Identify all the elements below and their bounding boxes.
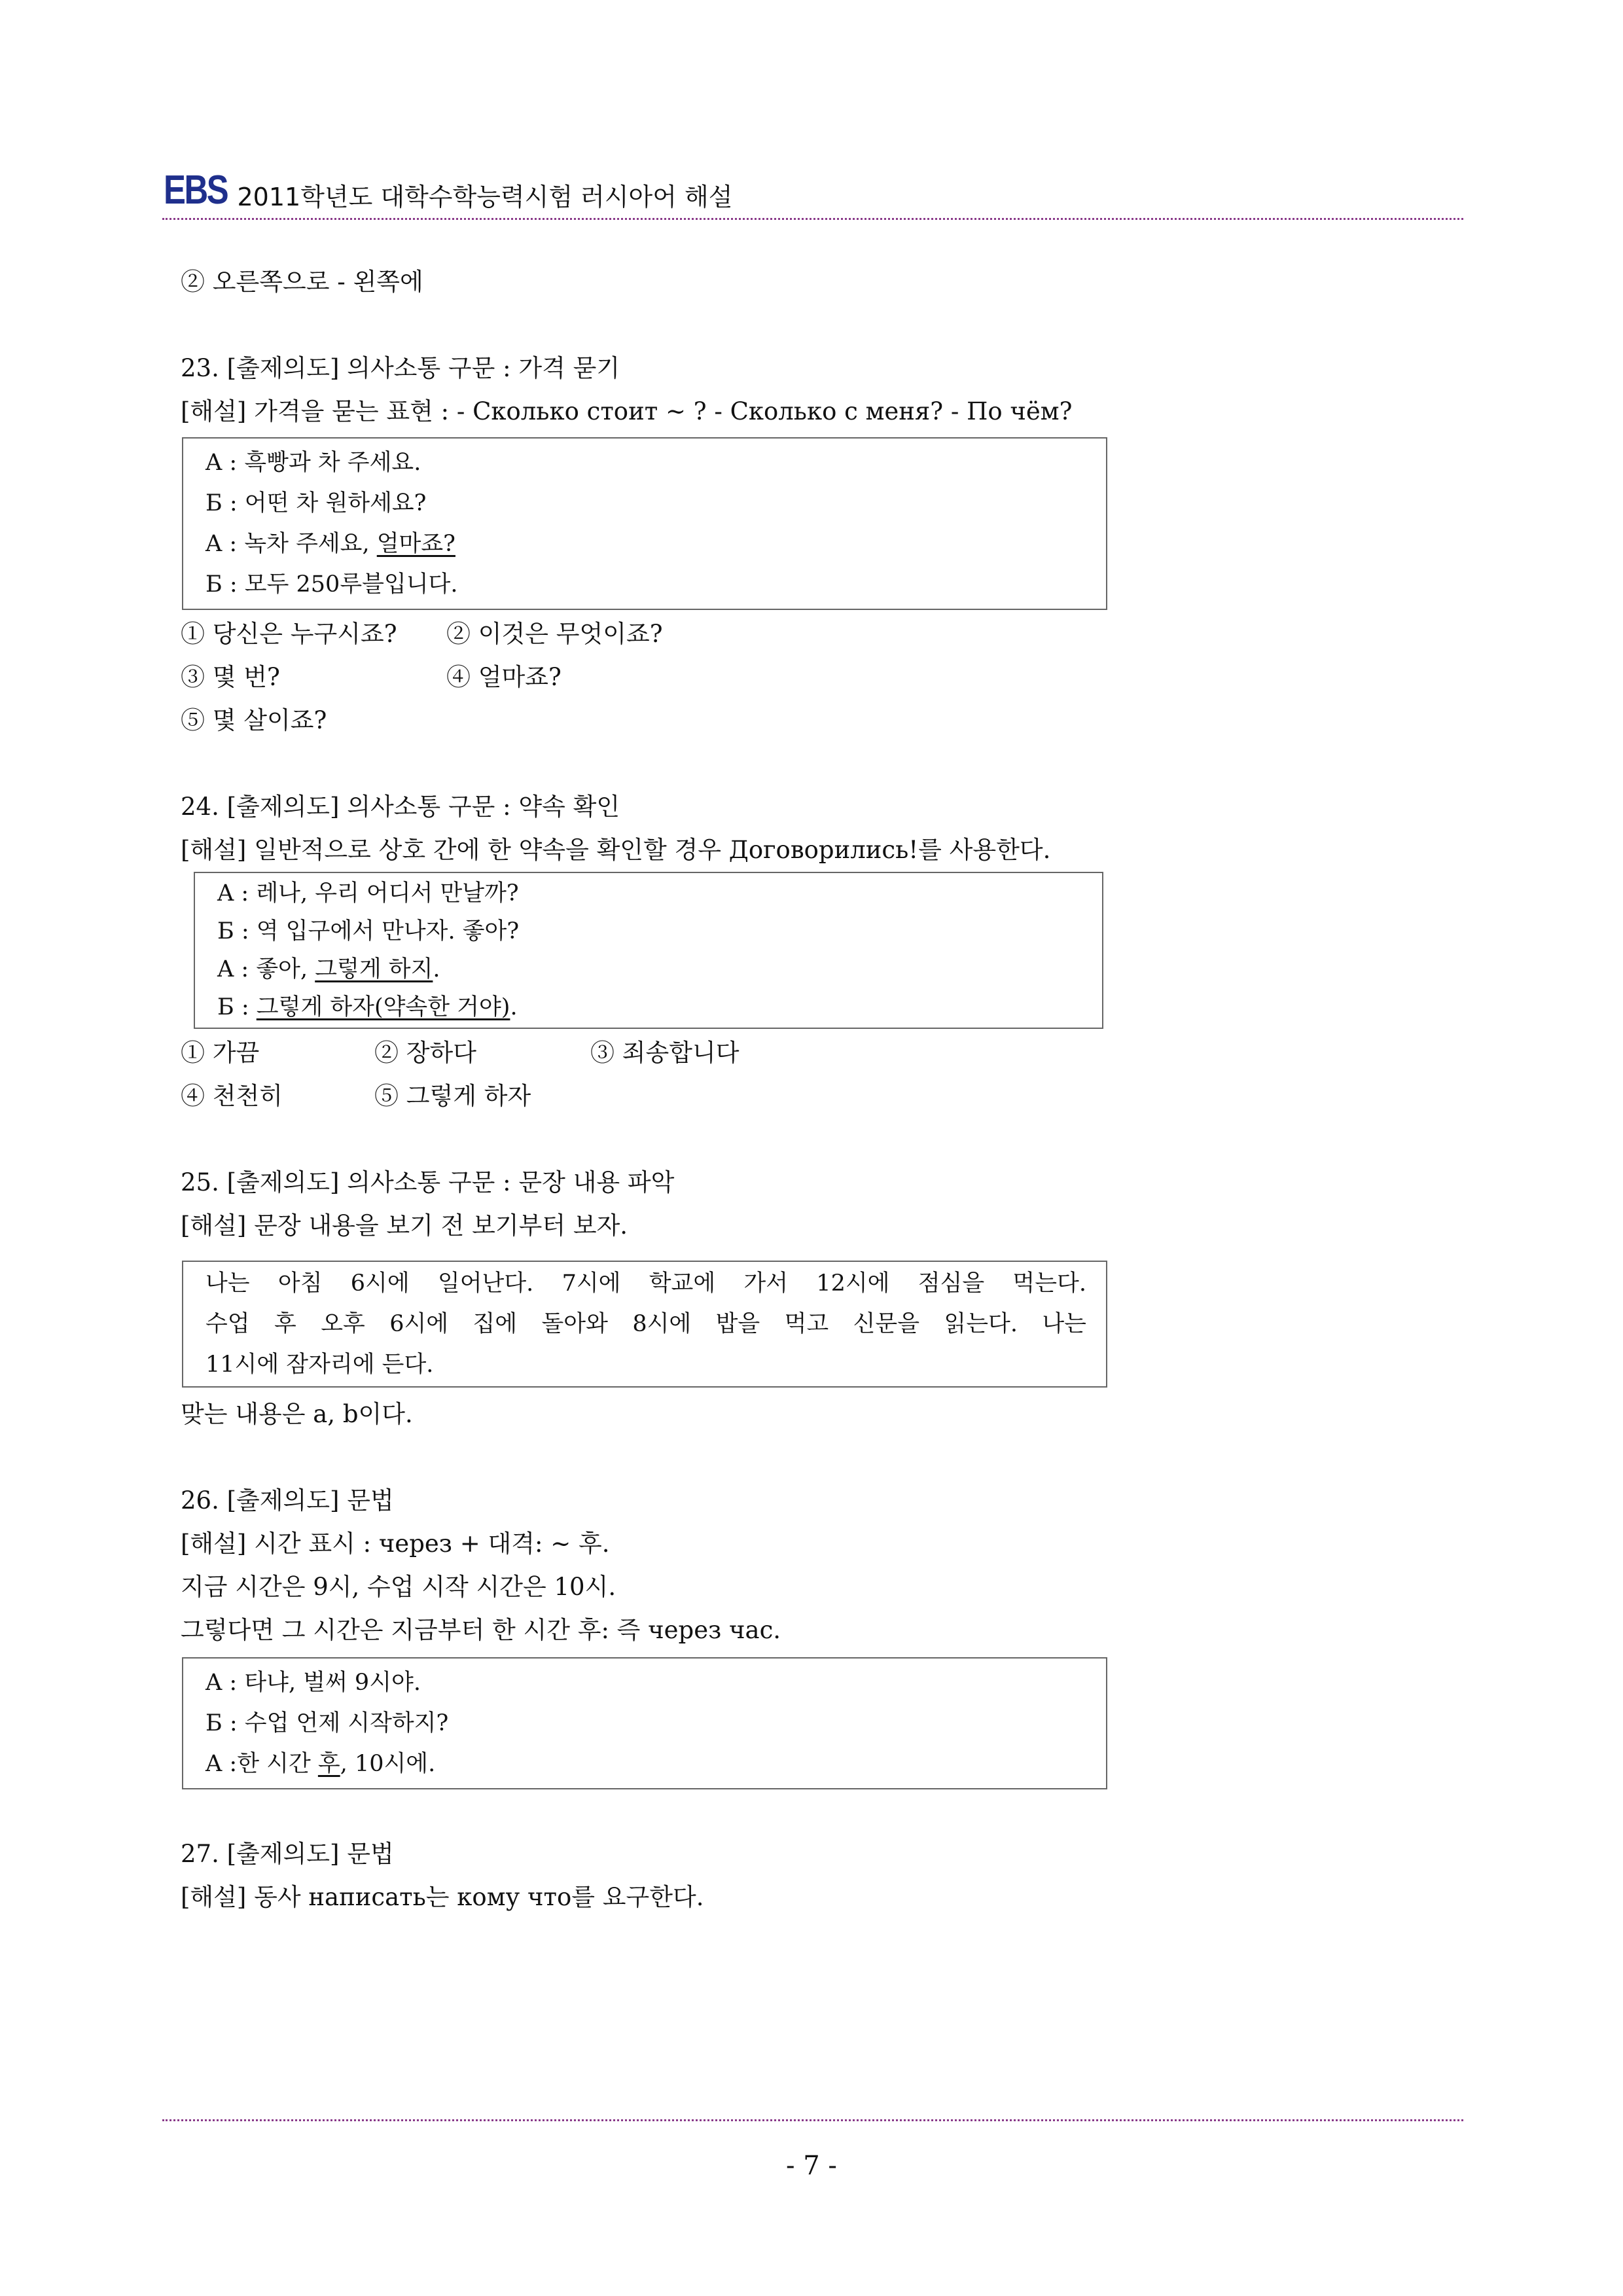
q23-heading: 23. [출제의도] 의사소통 구문 : 가격 묻기: [181, 354, 620, 382]
q23-explanation: [해설] 가격을 묻는 표현 : - Сколько стоит ~ ? - Сколько с меня? - По чём?: [181, 397, 1073, 425]
q26-explanation: 그렇다면 그 시간은 지금부터 한 시간 후: 즉 через час.: [181, 1616, 781, 1644]
underlined-answer: 그렇게 하지: [315, 956, 433, 982]
main-content: [181, 260, 1424, 1919]
dialog-line: A : 녹차 주세요, 얼마죠?: [205, 531, 455, 557]
q27-heading: 27. [출제의도] 문법: [181, 1840, 394, 1868]
q25-explanation: [해설] 문장 내용을 보기 전 보기부터 보자.: [181, 1211, 628, 1240]
passage-line: 나는 아침 6시에 일어난다. 7시에 학교에 가서 12시에 점심을 먹는다.: [205, 1270, 1086, 1297]
dialog-line: A : 레나, 우리 어디서 만날까?: [217, 880, 519, 906]
dialog-line: Б : 그렇게 하자(약속한 거야).: [217, 994, 518, 1020]
q26-heading: 26. [출제의도] 문법: [181, 1486, 394, 1515]
footer-divider: [162, 2119, 1463, 2121]
ebs-logo: EBS: [164, 168, 228, 213]
option: ③ 죄송합니다: [590, 1039, 740, 1067]
q27-explanation: [해설] 동사 написать는 кому что를 요구한다.: [181, 1883, 704, 1911]
question-26: [181, 1479, 1424, 1789]
underlined-answer: 그렇게 하자(약속한 거야): [256, 994, 510, 1020]
passage-line: 11시에 잠자리에 든다.: [205, 1352, 434, 1378]
header-divider: [162, 218, 1463, 220]
option: ① 당신은 누구시죠?: [181, 620, 397, 648]
option: ④ 천천히: [181, 1082, 283, 1110]
header-title: 2011학년도 대학수학능력시험 러시아어 해설: [237, 183, 733, 211]
q24-options-row: [181, 1031, 1424, 1075]
option: ④ 얼마죠?: [446, 663, 562, 691]
underlined-answer: 후: [317, 1751, 340, 1777]
question-24: [181, 785, 1424, 1118]
question-27: [181, 1833, 1424, 1919]
q26-explanation: 지금 시간은 9시, 수업 시작 시간은 10시.: [181, 1573, 616, 1601]
dialog-line: Б : 모두 250루블입니다.: [205, 571, 458, 598]
dialog-line: A : 타냐, 벌써 9시야.: [205, 1670, 421, 1696]
question-25: [181, 1161, 1424, 1436]
q24-dialog-box: [194, 872, 1103, 1029]
option: ③ 몇 번?: [181, 663, 280, 691]
q23-dialog-box: [182, 437, 1107, 610]
q25-answer: 맞는 내용은 a, b이다.: [181, 1400, 413, 1428]
underlined-answer: 얼마죠?: [376, 531, 455, 557]
page-header: [164, 165, 732, 211]
option: ⑤ 몇 살이죠?: [181, 706, 327, 734]
q26-dialog-box: [182, 1657, 1107, 1789]
option: ① 가끔: [181, 1039, 260, 1067]
dialog-line: Б : 역 입구에서 만나자. 좋아?: [217, 918, 520, 944]
q25-heading: 25. [출제의도] 의사소통 구문 : 문장 내용 파악: [181, 1168, 675, 1196]
option: ② 이것은 무엇이죠?: [446, 620, 663, 648]
dialog-line: A :한 시간 후, 10시에.: [205, 1751, 436, 1777]
q24-explanation: [해설] 일반적으로 상호 간에 한 약속을 확인할 경우 Договорились!를 사용한다.: [181, 836, 1051, 864]
q25-passage-box: [182, 1261, 1107, 1388]
dialog-line: Б : 어떤 차 원하세요?: [205, 490, 427, 516]
dialog-line: A : 흑빵과 차 주세요.: [205, 450, 421, 476]
q23-options-row: [181, 613, 1424, 656]
option: ② 장하다: [374, 1039, 476, 1067]
page-number: - 7 -: [786, 2151, 837, 2181]
prev-answer-tail: ② 오른쪽으로 - 왼쪽에: [181, 268, 423, 296]
dialog-line: A : 좋아, 그렇게 하지.: [217, 956, 440, 982]
option: ⑤ 그렇게 하자: [374, 1082, 531, 1110]
question-23: [181, 347, 1424, 742]
dialog-line: Б : 수업 언제 시작하지?: [205, 1710, 449, 1736]
passage-line: 수업 후 오후 6시에 집에 돌아와 8시에 밥을 먹고 신문을 읽는다. 나는: [205, 1311, 1086, 1337]
q24-options-row: [181, 1075, 1424, 1118]
q24-heading: 24. [출제의도] 의사소통 구문 : 약속 확인: [181, 793, 620, 821]
q26-explanation: [해설] 시간 표시 : через + 대격: ~ 후.: [181, 1530, 610, 1558]
q23-options-row: [181, 656, 1424, 699]
